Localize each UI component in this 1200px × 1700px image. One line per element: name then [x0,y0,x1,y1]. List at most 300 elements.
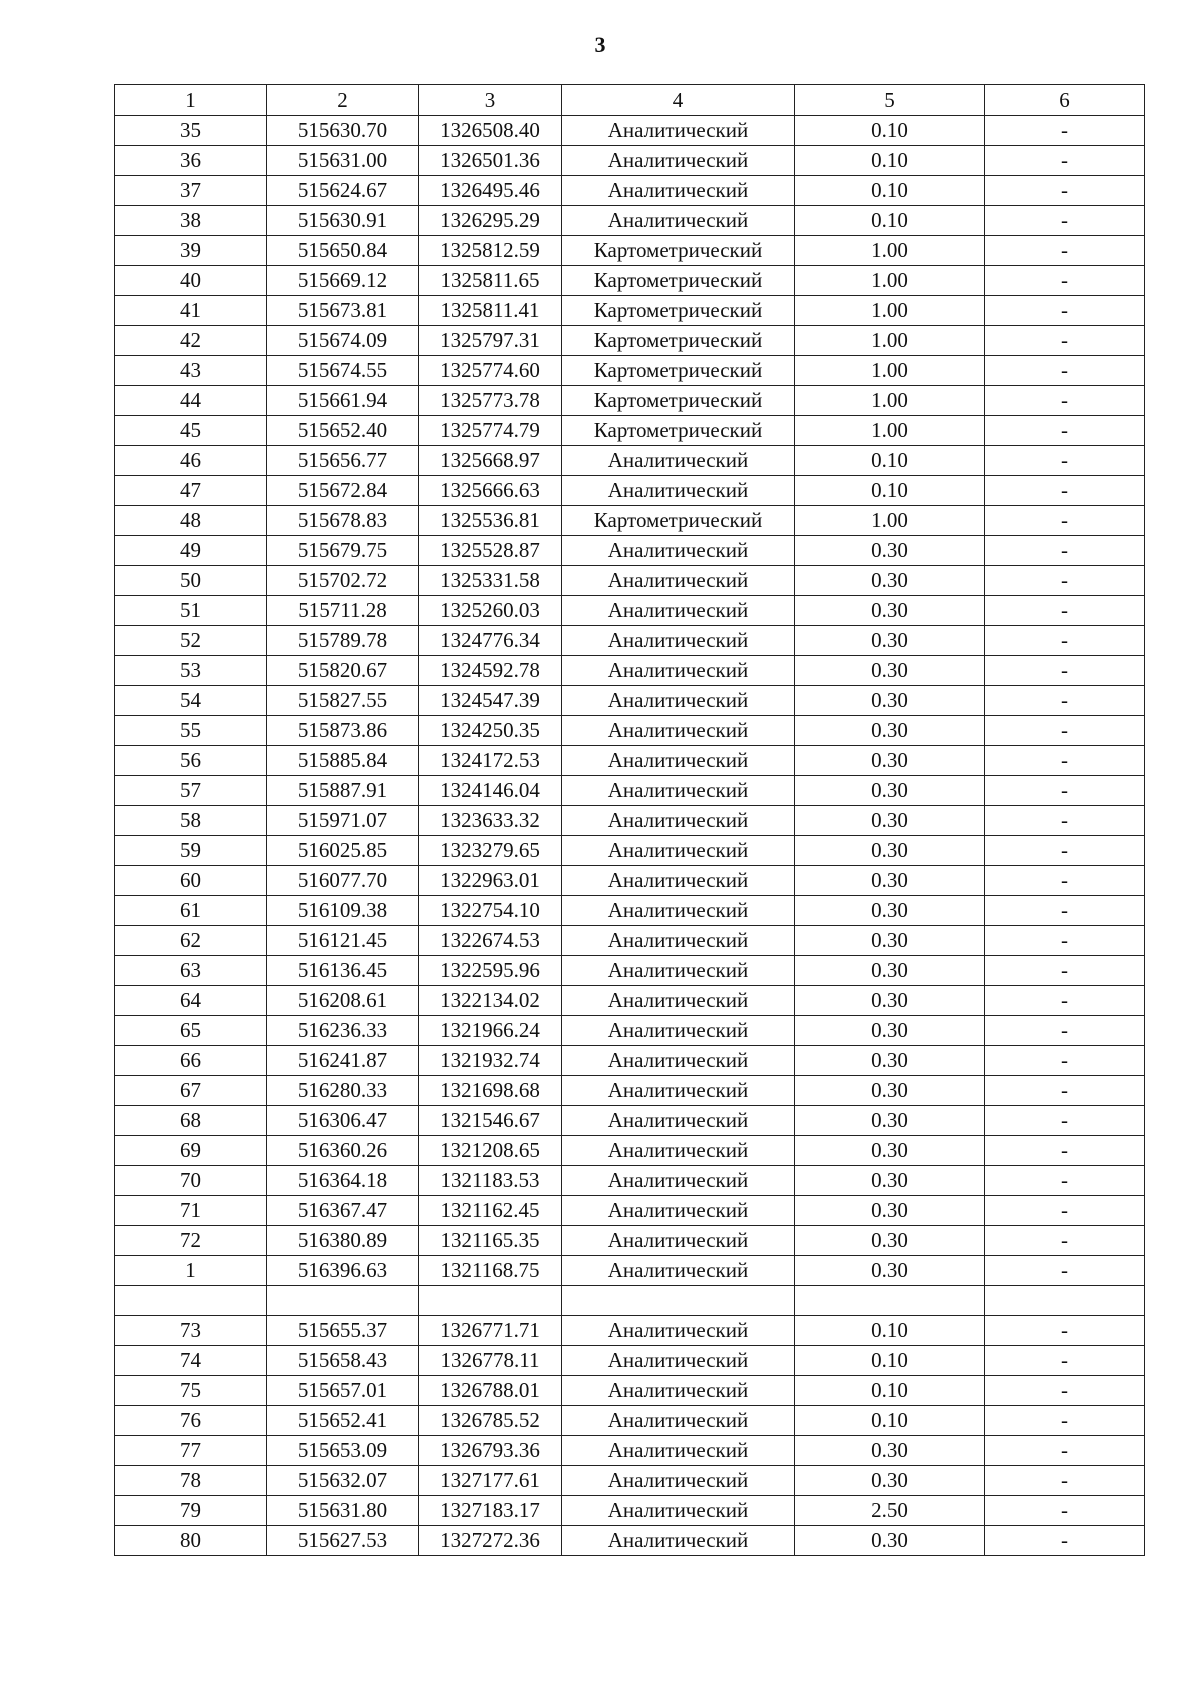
table-cell: - [985,1046,1145,1076]
table-cell: 50 [115,566,267,596]
table-cell: 0.30 [795,566,985,596]
table-row [115,1226,1145,1256]
table-row [115,326,1145,356]
table-cell: 1326793.36 [419,1436,562,1466]
table-cell: Аналитический [562,1016,795,1046]
table-cell: 1327183.17 [419,1496,562,1526]
table-row [115,1526,1145,1556]
table-cell: 515827.55 [267,686,419,716]
table-cell: 1325773.78 [419,386,562,416]
table-cell: Аналитический [562,476,795,506]
table-cell: 0.30 [795,1436,985,1466]
table-cell: 35 [115,116,267,146]
table-cell: 45 [115,416,267,446]
table-cell: 48 [115,506,267,536]
table-cell: 1322674.53 [419,926,562,956]
table-row [115,776,1145,806]
table-cell: - [985,356,1145,386]
table-cell: 0.30 [795,716,985,746]
table-cell: Аналитический [562,1406,795,1436]
table-row [115,746,1145,776]
column-header: 5 [795,85,985,116]
table-cell: 0.30 [795,656,985,686]
table-cell: 1326495.46 [419,176,562,206]
table-row [115,266,1145,296]
table-cell: 515673.81 [267,296,419,326]
table-cell: 516208.61 [267,986,419,1016]
table-cell: - [985,1226,1145,1256]
table-cell: Аналитический [562,116,795,146]
table-cell: 73 [115,1316,267,1346]
table-cell: 71 [115,1196,267,1226]
table-cell: 0.30 [795,1016,985,1046]
table-cell: 1325811.41 [419,296,562,326]
table-cell: Аналитический [562,896,795,926]
table-cell: 515652.40 [267,416,419,446]
table-cell: Аналитический [562,146,795,176]
table-cell: Аналитический [562,836,795,866]
table-cell: Картометрический [562,386,795,416]
table-cell: Картометрический [562,326,795,356]
table-row [115,446,1145,476]
table-cell: Аналитический [562,446,795,476]
table-row [115,1166,1145,1196]
table-cell: 0.10 [795,116,985,146]
table-cell: 515887.91 [267,776,419,806]
table-cell: 1326501.36 [419,146,562,176]
table-cell: Аналитический [562,206,795,236]
table-cell: 1323279.65 [419,836,562,866]
table-cell [115,1286,267,1316]
table-cell: 516364.18 [267,1166,419,1196]
table-row [115,1346,1145,1376]
table-cell: 1321546.67 [419,1106,562,1136]
table-cell: 515678.83 [267,506,419,536]
table-cell: 0.10 [795,1316,985,1346]
table-cell: 515711.28 [267,596,419,626]
table-cell: - [985,1316,1145,1346]
table-cell: 515631.00 [267,146,419,176]
table-cell: 1324547.39 [419,686,562,716]
table-cell: 1325536.81 [419,506,562,536]
table-cell: 1325774.60 [419,356,562,386]
table-cell: 1326785.52 [419,1406,562,1436]
table-cell: 0.30 [795,1106,985,1136]
table-cell: 515631.80 [267,1496,419,1526]
table-cell: Аналитический [562,1136,795,1166]
table-cell: 515656.77 [267,446,419,476]
table-cell: 75 [115,1376,267,1406]
table-cell: - [985,686,1145,716]
table-row [115,926,1145,956]
table-cell: - [985,746,1145,776]
table-row [115,146,1145,176]
table-row [115,596,1145,626]
table-cell: 516109.38 [267,896,419,926]
table-body [115,116,1145,1556]
table-cell: 0.30 [795,686,985,716]
table-cell: Аналитический [562,1376,795,1406]
table-cell: 56 [115,746,267,776]
column-header: 1 [115,85,267,116]
table-cell: - [985,566,1145,596]
table-cell: 516121.45 [267,926,419,956]
table-cell: 0.30 [795,836,985,866]
table-cell: 515650.84 [267,236,419,266]
table-cell: 74 [115,1346,267,1376]
table-cell: 1323633.32 [419,806,562,836]
table-cell: 0.10 [795,146,985,176]
table-cell: 1.00 [795,236,985,266]
table-cell: 515702.72 [267,566,419,596]
table-cell: 1.00 [795,506,985,536]
table-cell [562,1286,795,1316]
table-cell: 1.00 [795,296,985,326]
page-number: 3 [594,32,606,57]
table-cell: 64 [115,986,267,1016]
table-cell: 62 [115,926,267,956]
table-row [115,1046,1145,1076]
table-cell: 0.10 [795,206,985,236]
table-cell: Картометрический [562,266,795,296]
table-cell: Картометрический [562,296,795,326]
table-cell: 0.10 [795,476,985,506]
table-row [115,116,1145,146]
table-cell: 54 [115,686,267,716]
table-cell: 49 [115,536,267,566]
table-cell: 1321208.65 [419,1136,562,1166]
table-cell: - [985,416,1145,446]
table-cell: 37 [115,176,267,206]
table-cell: 41 [115,296,267,326]
table-cell: 1324776.34 [419,626,562,656]
table-cell: Аналитический [562,176,795,206]
table-cell: 1325666.63 [419,476,562,506]
table-cell: 63 [115,956,267,986]
table-cell: 1321932.74 [419,1046,562,1076]
column-header: 2 [267,85,419,116]
table-row [115,626,1145,656]
table-cell: 1321698.68 [419,1076,562,1106]
table-cell: 1321162.45 [419,1196,562,1226]
table-cell: 58 [115,806,267,836]
table-cell: 0.30 [795,746,985,776]
table-cell: 0.30 [795,626,985,656]
table-cell: 66 [115,1046,267,1076]
table-cell: 515674.55 [267,356,419,386]
table-cell: - [985,506,1145,536]
table-cell: - [985,806,1145,836]
table-row [115,1196,1145,1226]
table-cell: 515657.01 [267,1376,419,1406]
table-cell: 0.30 [795,926,985,956]
table-cell: Аналитический [562,1046,795,1076]
table-row [115,356,1145,386]
table-cell: 1326508.40 [419,116,562,146]
table-cell: 65 [115,1016,267,1046]
table-cell: - [985,1526,1145,1556]
table-cell: - [985,836,1145,866]
table-row [115,1376,1145,1406]
table-cell: - [985,1346,1145,1376]
table-cell: Аналитический [562,1256,795,1286]
table-cell: Картометрический [562,356,795,386]
table-cell: 1.00 [795,356,985,386]
table-cell: 515627.53 [267,1526,419,1556]
table-cell: 516360.26 [267,1136,419,1166]
table-row [115,1466,1145,1496]
coordinates-table [114,84,1145,1556]
table-cell: 1322595.96 [419,956,562,986]
table-cell: 516236.33 [267,1016,419,1046]
table-cell: 38 [115,206,267,236]
table-cell: 1327272.36 [419,1526,562,1556]
table-cell: 515630.91 [267,206,419,236]
table-cell: 79 [115,1496,267,1526]
table-cell: - [985,1406,1145,1436]
table-cell: 61 [115,896,267,926]
table-cell: Аналитический [562,656,795,686]
table-cell: 1.00 [795,416,985,446]
table-cell: 51 [115,596,267,626]
table-cell: 1 [115,1256,267,1286]
table-cell: 516136.45 [267,956,419,986]
table-cell: 0.30 [795,1526,985,1556]
table-cell: - [985,446,1145,476]
table-cell: 1321168.75 [419,1256,562,1286]
table-cell: Аналитический [562,866,795,896]
table-cell: Аналитический [562,1436,795,1466]
table-cell: Аналитический [562,1226,795,1256]
table-cell: 516241.87 [267,1046,419,1076]
table-cell: 72 [115,1226,267,1256]
table-cell: Аналитический [562,806,795,836]
table-cell: 1324250.35 [419,716,562,746]
table-row [115,206,1145,236]
table-row [115,1106,1145,1136]
table-cell: Аналитический [562,1166,795,1196]
table-cell: 1325528.87 [419,536,562,566]
table-cell: - [985,626,1145,656]
table-row [115,986,1145,1016]
table-cell: 515653.09 [267,1436,419,1466]
table-cell: 515885.84 [267,746,419,776]
table-cell: 57 [115,776,267,806]
table-cell: Аналитический [562,1346,795,1376]
table-cell: Аналитический [562,1196,795,1226]
table-row [115,236,1145,266]
table-cell: Аналитический [562,1496,795,1526]
table-header-row [115,85,1145,116]
table-cell: 1326788.01 [419,1376,562,1406]
table-cell: 0.30 [795,1466,985,1496]
table-cell: - [985,206,1145,236]
table-cell: Аналитический [562,1076,795,1106]
table-cell: - [985,866,1145,896]
table-cell: - [985,146,1145,176]
table-cell: Картометрический [562,506,795,536]
table-cell: 1.00 [795,386,985,416]
table-row [115,956,1145,986]
table-cell: 515655.37 [267,1316,419,1346]
table-cell: 1325774.79 [419,416,562,446]
table-cell: 1.00 [795,266,985,296]
table-cell [985,1286,1145,1316]
table-cell: 515632.07 [267,1466,419,1496]
table-cell: 0.30 [795,596,985,626]
table-cell: 516367.47 [267,1196,419,1226]
table-cell: 52 [115,626,267,656]
table-cell: - [985,956,1145,986]
table-row [115,296,1145,326]
table-cell: 1326295.29 [419,206,562,236]
table-cell: 515789.78 [267,626,419,656]
table-cell: 1326771.71 [419,1316,562,1346]
table-cell: 60 [115,866,267,896]
table-cell: Аналитический [562,566,795,596]
table-row [115,386,1145,416]
table-cell: 59 [115,836,267,866]
table-cell: 1321165.35 [419,1226,562,1256]
table-cell: 68 [115,1106,267,1136]
table-cell: - [985,986,1145,1016]
table-cell: - [985,326,1145,356]
table-cell: - [985,596,1145,626]
table-row [115,1016,1145,1046]
table-cell: - [985,1376,1145,1406]
table-row [115,716,1145,746]
table-cell: 39 [115,236,267,266]
column-header: 4 [562,85,795,116]
table-cell: 515672.84 [267,476,419,506]
table-cell: 0.30 [795,896,985,926]
table-row [115,836,1145,866]
table-cell: - [985,716,1145,746]
table-cell: Аналитический [562,746,795,776]
table-cell: 1321183.53 [419,1166,562,1196]
table-cell: 80 [115,1526,267,1556]
table-cell: Аналитический [562,1466,795,1496]
table-cell: Аналитический [562,1526,795,1556]
table-cell: 515873.86 [267,716,419,746]
table-cell: 44 [115,386,267,416]
table-cell: - [985,266,1145,296]
table-cell: 0.10 [795,1406,985,1436]
table-cell: - [985,176,1145,206]
table-cell: 0.30 [795,1256,985,1286]
table-cell: - [985,1436,1145,1466]
table-cell: 1325331.58 [419,566,562,596]
table-row [115,416,1145,446]
table-cell: Аналитический [562,536,795,566]
table-cell: 43 [115,356,267,386]
table-cell: 77 [115,1436,267,1466]
table-cell: 1322754.10 [419,896,562,926]
table-cell [419,1286,562,1316]
table-cell: 1325668.97 [419,446,562,476]
table-cell: 516380.89 [267,1226,419,1256]
table-cell: 1326778.11 [419,1346,562,1376]
table-cell: - [985,1076,1145,1106]
table-row [115,1136,1145,1166]
table-cell: 53 [115,656,267,686]
table-cell: 1325812.59 [419,236,562,266]
table-cell: 42 [115,326,267,356]
table-cell: 515661.94 [267,386,419,416]
table-cell: - [985,116,1145,146]
table-row [115,1436,1145,1466]
table-row [115,476,1145,506]
table-cell: - [985,386,1145,416]
table-cell: 0.30 [795,1166,985,1196]
table-cell: 40 [115,266,267,296]
table-cell: 515679.75 [267,536,419,566]
table-row [115,176,1145,206]
table-cell: 1324146.04 [419,776,562,806]
table-cell: - [985,896,1145,926]
table-cell: 515820.67 [267,656,419,686]
table-cell: Аналитический [562,686,795,716]
column-header: 3 [419,85,562,116]
table-row [115,566,1145,596]
table-cell: Картометрический [562,236,795,266]
table-cell: 1324592.78 [419,656,562,686]
table-row [115,686,1145,716]
table-row [115,1496,1145,1526]
table-row [115,656,1145,686]
table-cell: 1325260.03 [419,596,562,626]
table-cell: Аналитический [562,776,795,806]
table-cell: 36 [115,146,267,176]
table-cell: Аналитический [562,926,795,956]
table-cell: 1325811.65 [419,266,562,296]
table-cell: - [985,536,1145,566]
table-cell: Аналитический [562,716,795,746]
table-cell: 55 [115,716,267,746]
table-cell: 516280.33 [267,1076,419,1106]
table-cell: Аналитический [562,1316,795,1346]
table-cell: 67 [115,1076,267,1106]
table-cell [267,1286,419,1316]
table-cell: 0.10 [795,1346,985,1376]
table-cell: 515669.12 [267,266,419,296]
table-cell: 0.10 [795,446,985,476]
table-cell: 78 [115,1466,267,1496]
table-cell: 0.30 [795,806,985,836]
table-cell: - [985,1466,1145,1496]
table-cell: 1322963.01 [419,866,562,896]
table-cell: Картометрический [562,416,795,446]
table-cell: Аналитический [562,1106,795,1136]
table-row [115,506,1145,536]
table-cell: 0.10 [795,176,985,206]
table-cell: 515674.09 [267,326,419,356]
table-cell: - [985,1196,1145,1226]
table-cell: - [985,776,1145,806]
table-cell: 2.50 [795,1496,985,1526]
table-cell: 76 [115,1406,267,1436]
table-cell: 69 [115,1136,267,1166]
table-row [115,1316,1145,1346]
table-cell: 70 [115,1166,267,1196]
column-header: 6 [985,85,1145,116]
table-cell: - [985,476,1145,506]
table-row [115,896,1145,926]
table-row [115,1076,1145,1106]
table-cell: - [985,236,1145,266]
table-cell: - [985,926,1145,956]
table-cell: 0.30 [795,776,985,806]
